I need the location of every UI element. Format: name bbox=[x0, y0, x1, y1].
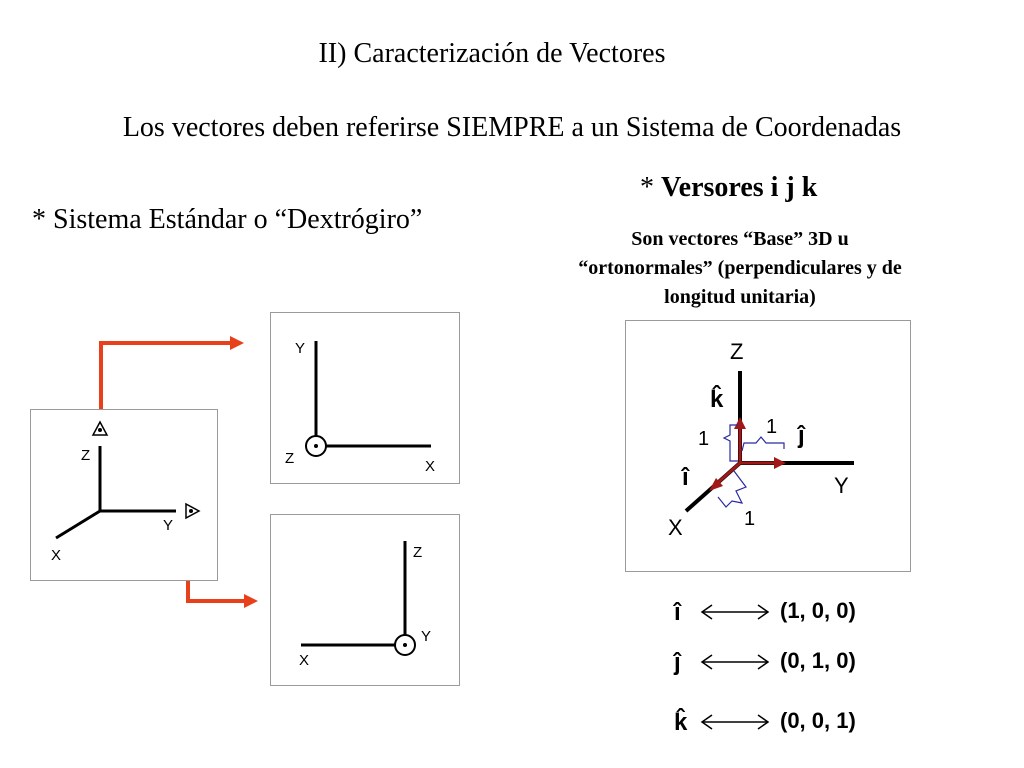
j-unit-bracket bbox=[742, 437, 784, 451]
axis-z-label: Z bbox=[285, 450, 295, 467]
dextrogiro-3d-diagram bbox=[30, 409, 218, 581]
slide-title: II) Caracterización de Vectores bbox=[318, 38, 666, 69]
axis-x-label: X bbox=[425, 458, 436, 475]
versores-title: Versores i j k bbox=[661, 172, 818, 203]
equation-k-value: (0, 0, 1) bbox=[780, 708, 856, 733]
view-xz-diagram bbox=[270, 514, 460, 686]
versores-prefix: * bbox=[640, 172, 661, 203]
equation-k bbox=[672, 702, 912, 742]
k-unit-label: 1 bbox=[698, 428, 710, 450]
axis-x-label: X bbox=[668, 515, 683, 540]
axis-y-label: Y bbox=[421, 628, 432, 645]
double-arrow-icon bbox=[702, 715, 768, 729]
versores-description-line-2: “ortonormales” (perpendiculares y de bbox=[578, 257, 902, 279]
axis-z-label: Z bbox=[413, 544, 423, 561]
i-unit-label: 1 bbox=[744, 508, 756, 530]
axis-x-label: X bbox=[51, 547, 62, 564]
equation-j-value: (0, 1, 0) bbox=[780, 648, 856, 673]
double-arrow-icon bbox=[702, 605, 768, 619]
axis-y-label: Y bbox=[295, 340, 306, 357]
slide-subtitle: Los vectores deben referirse SIEMPRE a un Sistema de Coordenadas bbox=[122, 112, 902, 143]
j-hat-symbol: ĵ bbox=[674, 649, 681, 676]
k-unit-bracket bbox=[724, 425, 738, 461]
j-versor-arrowhead bbox=[774, 457, 786, 469]
double-arrow-icon bbox=[702, 655, 768, 669]
equation-i-value: (1, 0, 0) bbox=[780, 598, 856, 623]
equation-i bbox=[672, 592, 912, 632]
versors-diagram bbox=[625, 320, 911, 572]
k-hat-label: k̂ bbox=[710, 386, 724, 413]
i-hat-label: î bbox=[682, 464, 689, 491]
axis-y-label: Y bbox=[163, 517, 174, 534]
connector-arrowhead-up bbox=[230, 336, 244, 350]
equation-j bbox=[672, 642, 912, 682]
connector-arrowhead-down bbox=[244, 594, 258, 608]
axis-x-label: X bbox=[299, 652, 310, 669]
axis-z-label: Z bbox=[730, 339, 744, 364]
connector-arrow-up bbox=[101, 343, 232, 414]
i-hat-symbol: î bbox=[674, 599, 681, 626]
j-hat-label: ĵ bbox=[798, 422, 805, 449]
versores-description-line-1: Son vectores “Base” 3D u bbox=[631, 228, 849, 250]
standard-system-label: * Sistema Estándar o “Dextrógiro” bbox=[32, 204, 423, 235]
view-xy-diagram bbox=[270, 312, 460, 484]
j-unit-label: 1 bbox=[766, 416, 778, 438]
k-hat-symbol: k̂ bbox=[674, 709, 688, 736]
axis-z-label: Z bbox=[81, 447, 91, 464]
k-versor-arrowhead bbox=[734, 417, 746, 429]
versores-description-line-3: longitud unitaria) bbox=[664, 286, 816, 308]
axis-y-label: Y bbox=[834, 473, 849, 498]
